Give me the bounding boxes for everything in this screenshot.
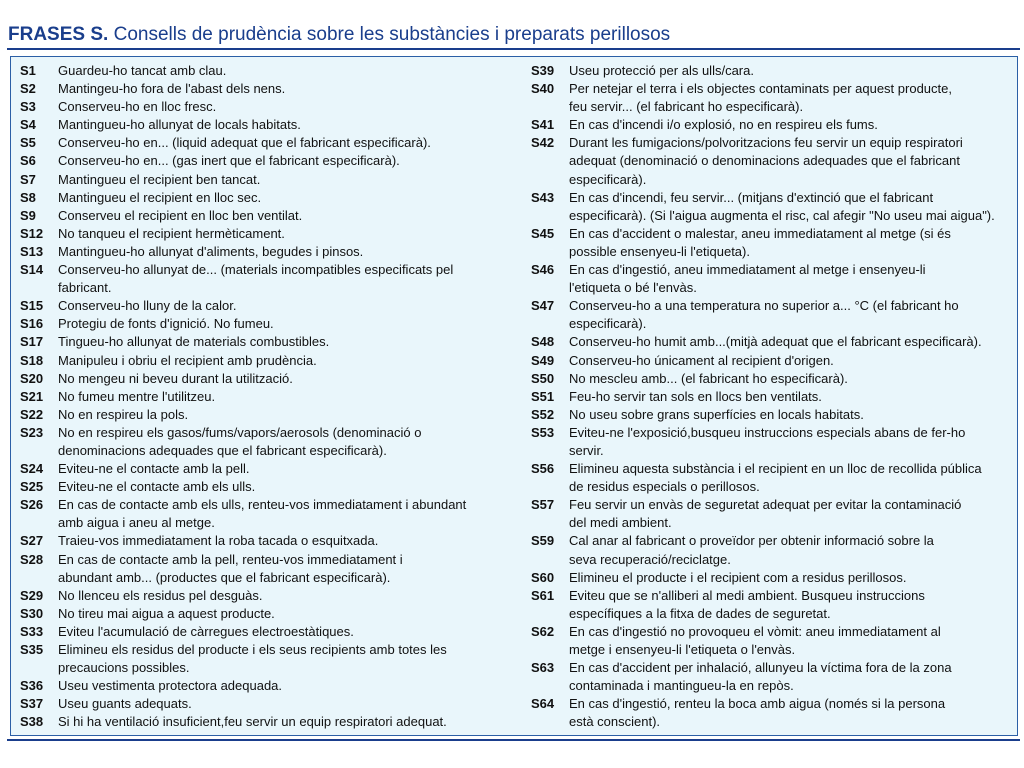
phrase-text	[569, 496, 1011, 532]
phrase-code: S30	[20, 605, 44, 621]
phrase-line: Elimineu aquesta substància i el recipient en un lloc de recollida pública	[569, 461, 982, 477]
phrase-text	[569, 388, 1011, 406]
phrase-line: de residus especials o perillosos.	[569, 479, 760, 495]
phrase-text	[58, 605, 520, 623]
phrase-text	[58, 406, 520, 424]
phrase-code: S33	[20, 623, 44, 639]
phrase-line: del medi ambient.	[569, 515, 672, 531]
phrase-line: Mantingeu-ho fora de l'abast dels nens.	[58, 81, 286, 97]
phrase-line: específiques a la fitxa de dades de seguretat.	[569, 605, 831, 621]
phrase-text	[569, 116, 1011, 134]
phrase-code: S56	[531, 461, 555, 477]
phrase-row	[20, 677, 520, 695]
phrase-line: No fumeu mentre l'utilitzeu.	[58, 388, 216, 404]
phrase-code: S14	[20, 262, 44, 278]
phrase-text	[58, 641, 520, 677]
phrase-line: Mantingueu el recipient en lloc sec.	[58, 189, 262, 205]
phrase-line: Eviteu l'acumulació de càrregues electroestàtiques.	[58, 623, 354, 639]
phrase-text	[569, 659, 1011, 695]
phrase-code: S21	[20, 388, 44, 404]
phrase-line: En cas d'accident o malestar, aneu immediatament al metge (si és	[569, 225, 951, 241]
phrase-line: Conserveu-ho allunyat de... (materials incompatibles especificats pel	[58, 262, 454, 278]
phrase-line: Cal anar al fabricant o proveïdor per obtenir informació sobre la	[569, 533, 934, 549]
phrase-text	[569, 297, 1011, 333]
phrase-code: S3	[20, 99, 36, 115]
phrase-code: S48	[531, 334, 555, 350]
phrase-text	[569, 532, 1011, 568]
phrase-code: S46	[531, 262, 555, 278]
phrase-code: S5	[20, 135, 36, 151]
phrase-text	[58, 261, 520, 297]
phrase-line: contaminada i mantingueu-la en repòs.	[569, 678, 794, 694]
phrase-code: S63	[531, 660, 555, 676]
phrase-code: S1	[20, 63, 36, 78]
phrase-code: S16	[20, 316, 44, 332]
phrase-code: S35	[20, 642, 44, 657]
phrase-row	[531, 189, 1011, 225]
phrase-code: S9	[20, 207, 36, 223]
phrase-line: Per netejar el terra i els objectes contaminats per aquest producte,	[569, 81, 952, 97]
phrase-line: Feu servir un envàs de seguretat adequat per evitar la contaminació	[569, 497, 962, 513]
phrase-row	[20, 713, 520, 731]
phrase-line: En cas de contacte amb els ulls, renteu-vos immediatament i abundant	[58, 497, 467, 513]
phrase-row	[20, 496, 520, 532]
phrase-text	[58, 677, 520, 695]
phrase-text	[58, 478, 520, 496]
phrase-row	[20, 641, 520, 677]
phrase-line: Mantingueu el recipient ben tancat.	[58, 171, 261, 187]
phrase-row	[531, 406, 1011, 424]
phrase-text	[569, 370, 1011, 388]
phrase-text	[58, 551, 520, 587]
phrase-text	[58, 189, 520, 207]
phrase-line: Elimineu els residus del producte i els seus recipients amb totes les	[58, 642, 447, 657]
phrase-row	[20, 333, 520, 351]
phrase-code: S47	[531, 298, 555, 314]
phrase-code: S2	[20, 81, 36, 97]
phrase-row	[531, 62, 1011, 80]
phrase-code: S59	[531, 533, 555, 549]
phrase-text	[569, 569, 1011, 587]
phrase-code: S45	[531, 225, 555, 241]
phrase-text	[569, 225, 1011, 261]
phrase-text	[569, 352, 1011, 370]
phrase-text	[58, 532, 520, 550]
phrase-row	[20, 370, 520, 388]
phrase-text	[58, 424, 520, 460]
phrase-line: En cas d'ingestió no provoqueu el vòmit: aneu immediatament al	[569, 623, 941, 639]
phrase-code: S4	[20, 117, 36, 133]
phrase-row	[531, 532, 1011, 568]
phrase-row	[531, 297, 1011, 333]
phrase-code: S61	[531, 587, 555, 603]
phrase-row	[531, 659, 1011, 695]
phrase-row	[531, 569, 1011, 587]
phrase-line: adequat (denominació o denominacions adequades que el fabricant	[569, 153, 961, 169]
phrase-line: Useu guants adequats.	[58, 696, 192, 712]
phrase-line: Feu-ho servir tan sols en llocs ben ventilats.	[569, 388, 822, 404]
phrase-line: No llenceu els residus pel desguàs.	[58, 587, 263, 603]
phrase-row	[531, 80, 1011, 116]
phrase-row	[20, 478, 520, 496]
phrase-code: S6	[20, 153, 36, 169]
phrase-line: En cas de contacte amb la pell, renteu-vos immediatament i	[58, 551, 403, 567]
phrase-text	[58, 116, 520, 134]
phrase-line: Eviteu-ne el contacte amb la pell.	[58, 461, 250, 477]
phrase-text	[58, 713, 520, 731]
phrase-line: fabricant.	[58, 280, 112, 296]
phrase-row	[20, 225, 520, 243]
bottom-rule	[7, 739, 1020, 741]
phrase-line: No tireu mai aigua a aquest producte.	[58, 605, 275, 621]
phrase-line: Mantingueu-ho allunyat de locals habitats.	[58, 117, 301, 133]
phrase-code: S37	[20, 696, 44, 712]
phrase-text	[569, 333, 1011, 351]
phrase-text	[58, 225, 520, 243]
phrase-text	[58, 496, 520, 532]
phrase-line: Eviteu-ne el contacte amb els ulls.	[58, 479, 256, 495]
phrase-code: S64	[531, 696, 555, 712]
phrase-text	[58, 134, 520, 152]
phrase-row	[531, 261, 1011, 297]
phrase-code: S62	[531, 623, 555, 639]
phrase-code: S60	[531, 569, 555, 585]
phrase-line: No mengeu ni beveu durant la utilització.	[58, 370, 293, 386]
phrase-code: S26	[20, 497, 44, 513]
phrase-code: S13	[20, 243, 44, 259]
phrase-row	[20, 532, 520, 550]
phrase-line: No en respireu els gasos/fums/vapors/aerosols (denominació o	[58, 424, 422, 440]
right-column	[531, 62, 1011, 731]
phrase-row	[20, 171, 520, 189]
phrase-row	[531, 370, 1011, 388]
phrase-line: l'etiqueta o bé l'envàs.	[569, 280, 697, 296]
phrase-text	[569, 62, 1011, 80]
phrase-line: Conserveu-ho únicament al recipient d'origen.	[569, 352, 834, 368]
phrase-line: abundant amb... (productes que el fabricant especificarà).	[58, 569, 391, 585]
phrase-line: En cas d'ingestió, aneu immediatament al metge i ensenyeu-li	[569, 262, 926, 278]
phrase-line: amb aigua i aneu al metge.	[58, 515, 215, 531]
phrase-text	[569, 80, 1011, 116]
phrase-text	[569, 189, 1011, 225]
phrase-text	[569, 134, 1011, 188]
phrase-line: En cas d'accident per inhalació, allunyeu la víctima fora de la zona	[569, 660, 952, 676]
phrase-text	[569, 460, 1011, 496]
phrase-row	[20, 406, 520, 424]
phrase-row	[20, 315, 520, 333]
phrase-line: Eviteu que se n'alliberi al medi ambient. Busqueu instruccions	[569, 587, 925, 603]
phrase-line: Si hi ha ventilació insuficient,feu servir un equip respiratori adequat.	[58, 714, 447, 730]
phrase-line: Elimineu el producte i el recipient com a residus perillosos.	[569, 569, 907, 585]
phrase-code: S25	[20, 479, 44, 495]
phrase-line: Tingueu-ho allunyat de materials combustibles.	[58, 334, 330, 350]
phrase-code: S42	[531, 135, 555, 151]
phrase-line: Eviteu-ne l'exposició,busqueu instruccions especials abans de fer-ho	[569, 424, 966, 440]
phrase-line: Mantingueu-ho allunyat d'aliments, begudes i pinsos.	[58, 243, 364, 259]
phrase-row	[20, 80, 520, 98]
phrase-line: No mescleu amb... (el fabricant ho especificarà).	[569, 370, 848, 386]
phrase-line: En cas d'incendi, feu servir... (mitjans d'extinció que el fabricant	[569, 189, 934, 205]
phrase-line: Traieu-vos immediatament la roba tacada o esquitxada.	[58, 533, 379, 549]
phrase-row	[531, 388, 1011, 406]
phrase-code: S51	[531, 388, 555, 404]
phrase-text	[58, 352, 520, 370]
phrase-text	[58, 623, 520, 641]
phrase-text	[58, 315, 520, 333]
phrase-row	[20, 460, 520, 478]
phrase-row	[20, 605, 520, 623]
phrase-row	[20, 243, 520, 261]
phrase-line: Durant les fumigacions/polvoritzacions feu servir un equip respiratori	[569, 135, 963, 151]
phrase-row	[531, 496, 1011, 532]
phrase-text	[58, 460, 520, 478]
phrase-text	[569, 406, 1011, 424]
phrase-code: S38	[20, 714, 44, 730]
phrase-code: S24	[20, 461, 44, 477]
phrase-line: Conserveu el recipient en lloc ben ventilat.	[58, 207, 303, 223]
phrase-code: S20	[20, 370, 44, 386]
phrase-text	[58, 80, 520, 98]
phrase-row	[20, 261, 520, 297]
phrase-row	[531, 623, 1011, 659]
title-underline	[7, 48, 1020, 50]
phrase-code: S50	[531, 370, 555, 386]
phrase-row	[20, 623, 520, 641]
phrase-row	[531, 333, 1011, 351]
phrase-row	[20, 424, 520, 460]
phrase-line: No tanqueu el recipient hermèticament.	[58, 225, 285, 241]
phrase-code: S22	[20, 406, 44, 422]
phrase-row	[20, 98, 520, 116]
phrase-line: precaucions possibles.	[58, 660, 190, 676]
phrase-text	[58, 297, 520, 315]
phrase-code: S49	[531, 352, 555, 368]
phrase-line: Manipuleu i obriu el recipient amb prudència.	[58, 352, 317, 368]
phrase-code: S57	[531, 497, 555, 513]
phrase-line: No en respireu la pols.	[58, 406, 189, 422]
phrase-text	[569, 424, 1011, 460]
phrase-line: Conserveu-ho en... (liquid adequat que el fabricant especificarà).	[58, 135, 431, 151]
phrase-row	[20, 551, 520, 587]
phrase-line: denominacions adequades que el fabricant especificarà).	[58, 442, 387, 458]
phrase-text	[569, 695, 1011, 731]
phrase-text	[58, 388, 520, 406]
phrase-line: especificarà). (Si l'aigua augmenta el risc, cal afegir "No useu mai aigua").	[569, 207, 995, 223]
phrase-code: S18	[20, 352, 44, 368]
phrase-text	[58, 587, 520, 605]
phrase-row	[531, 460, 1011, 496]
phrase-row	[531, 225, 1011, 261]
phrase-line: Conserveu-ho en... (gas inert que el fabricant especificarà).	[58, 153, 400, 169]
phrase-text	[58, 171, 520, 189]
phrase-row	[20, 388, 520, 406]
phrase-code: S43	[531, 189, 555, 205]
phrase-code: S53	[531, 424, 555, 440]
phrase-code: S12	[20, 225, 44, 241]
phrase-code: S41	[531, 117, 555, 133]
phrase-row	[20, 297, 520, 315]
phrase-line: possible ensenyeu-li l'etiqueta).	[569, 243, 750, 259]
phrase-line: està conscient).	[569, 714, 661, 730]
phrase-code: S15	[20, 298, 44, 314]
phrase-line: Conserveu-ho a una temperatura no superior a... °C (el fabricant ho	[569, 298, 959, 314]
phrase-code: S27	[20, 533, 44, 549]
phrase-row	[20, 587, 520, 605]
phrase-text	[58, 370, 520, 388]
phrase-row	[531, 695, 1011, 731]
left-column	[20, 62, 520, 731]
phrase-row	[20, 62, 520, 80]
phrase-line: servir.	[569, 442, 604, 458]
phrase-row	[531, 352, 1011, 370]
phrase-code: S29	[20, 587, 44, 603]
phrase-line: metge i ensenyeu-li l'etiqueta o l'envàs.	[569, 642, 796, 657]
phrase-text	[58, 98, 520, 116]
phrase-line: Protegiu de fonts d'ignició. No fumeu.	[58, 316, 274, 332]
phrase-text	[58, 207, 520, 225]
phrase-line: Conserveu-ho humit amb...(mitjà adequat que el fabricant especificarà).	[569, 334, 982, 350]
phrase-line: seva recuperació/reciclatge.	[569, 551, 731, 567]
phrase-code: S36	[20, 678, 44, 694]
phrase-text	[569, 587, 1011, 623]
phrase-text	[569, 261, 1011, 297]
phrase-text	[58, 152, 520, 170]
phrase-line: No useu sobre grans superfícies en locals habitats.	[569, 406, 864, 422]
phrase-row	[531, 587, 1011, 623]
phrase-code: S23	[20, 424, 44, 440]
phrase-text	[58, 695, 520, 713]
phrase-row	[20, 134, 520, 152]
page-title-rest: Consells de prudència sobre les substàncies i preparats perillosos	[113, 24, 671, 45]
page-title	[8, 24, 670, 46]
phrase-line: especificarà).	[569, 171, 647, 187]
phrase-text	[58, 333, 520, 351]
phrase-row	[20, 695, 520, 713]
phrase-row	[20, 116, 520, 134]
phrase-code: S17	[20, 334, 44, 350]
phrases-panel	[10, 56, 1018, 736]
phrase-row	[20, 152, 520, 170]
phrase-row	[20, 352, 520, 370]
phrase-line: especificarà).	[569, 316, 647, 332]
phrase-line: feu servir... (el fabricant ho especificarà).	[569, 99, 804, 115]
phrase-line: En cas d'ingestió, renteu la boca amb aigua (només si la persona	[569, 696, 946, 712]
phrase-row	[531, 134, 1011, 188]
phrase-code: S8	[20, 189, 36, 205]
phrase-code: S7	[20, 171, 36, 187]
phrase-row	[531, 424, 1011, 460]
phrase-row	[531, 116, 1011, 134]
phrase-code: S40	[531, 81, 555, 97]
phrase-line: Guardeu-ho tancat amb clau.	[58, 63, 227, 78]
phrase-text	[569, 623, 1011, 659]
phrase-line: Conserveu-ho en lloc fresc.	[58, 99, 217, 115]
phrase-code: S52	[531, 406, 555, 422]
phrase-line: Useu protecció per als ulls/cara.	[569, 63, 754, 78]
page-title-bold: FRASES S.	[8, 24, 109, 45]
phrase-line: En cas d'incendi i/o explosió, no en respireu els fums.	[569, 117, 878, 133]
phrase-code: S39	[531, 63, 555, 78]
phrase-text	[58, 62, 520, 80]
phrase-text	[58, 243, 520, 261]
phrase-row	[20, 189, 520, 207]
phrase-row	[20, 207, 520, 225]
phrase-line: Useu vestimenta protectora adequada.	[58, 678, 283, 694]
phrase-code: S28	[20, 551, 44, 567]
phrase-line: Conserveu-ho lluny de la calor.	[58, 298, 237, 314]
